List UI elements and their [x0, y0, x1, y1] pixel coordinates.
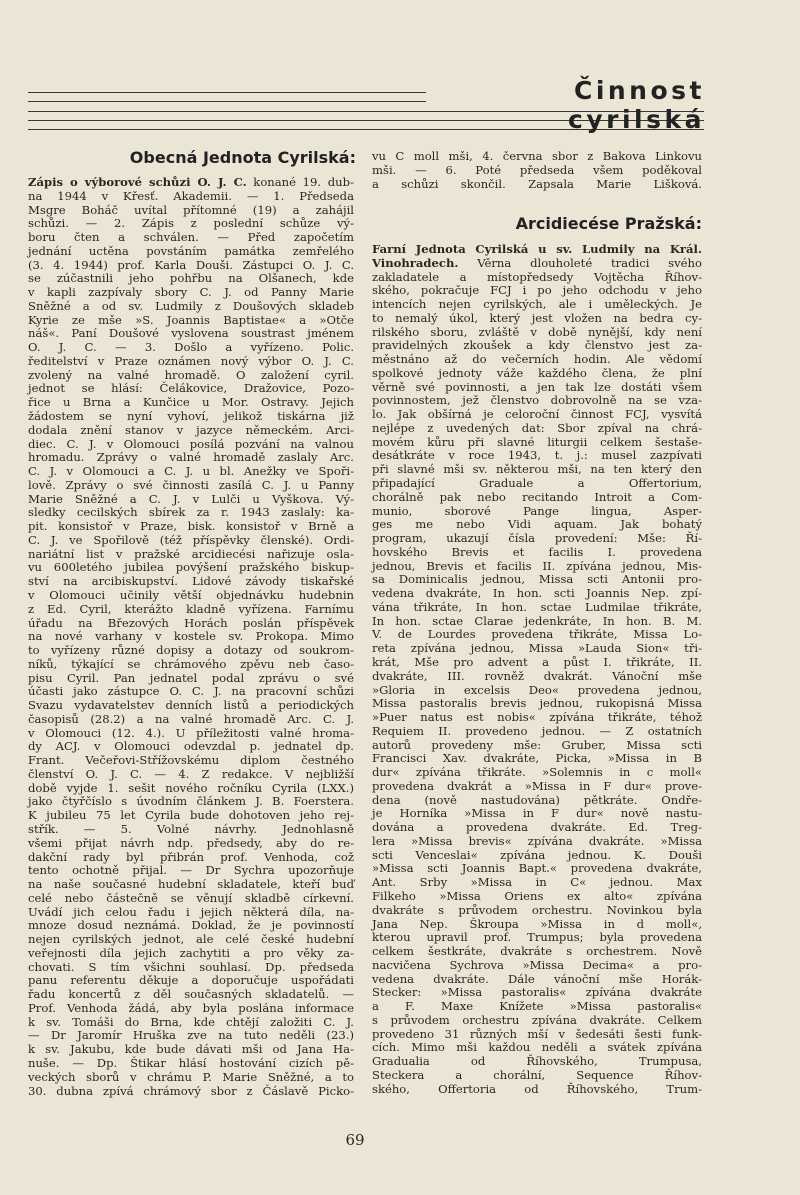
- text-line: [28, 768, 354, 782]
- line-text: době vyjde 1. sešit nového ročníku Cyrila (LXX.): [28, 780, 354, 795]
- line-text: na 1944 v Křesť. Akademii. — 1. Předseda: [28, 188, 354, 203]
- text-line: [28, 424, 354, 438]
- line-text: všemi přijat návrh ndp. předsedy, aby do re-: [28, 835, 354, 850]
- text-line: [28, 1085, 354, 1099]
- text-line: [28, 410, 354, 424]
- text-line: [372, 436, 702, 450]
- line-text: Prof. Venhoda žádá, aby byla poslána informace: [28, 1000, 354, 1015]
- line-text: mnoze dosud neznámá. Doklad, že je povinností: [28, 918, 354, 933]
- text-line: [28, 603, 354, 617]
- rule: [28, 92, 426, 93]
- text-line: [28, 286, 354, 300]
- text-line: [372, 587, 702, 601]
- text-line: [28, 190, 354, 204]
- text-line: [28, 341, 354, 355]
- bold-lead: Farní Jednota Cyrilská u sv. Ludmily na Král.: [372, 242, 702, 256]
- text-line: [372, 491, 702, 505]
- line-text: veřejnosti díla jejich zachytiti a pro věky za-: [28, 945, 354, 960]
- text-line: [28, 823, 354, 837]
- text-line: [372, 1014, 702, 1028]
- text-line: [28, 713, 354, 727]
- line-text: »Missa scti Joannis Bapt.« provedena dvakráte,: [372, 861, 702, 876]
- line-text: ředitelství v Praze oznámen nový výbor O. J. C.: [28, 353, 354, 368]
- line-text: K jubileu 75 let Cyrila bude dohotoven jeho rej-: [28, 808, 354, 823]
- line-text: ského, pokračuje FCJ i po jeho odchodu v jeho: [372, 283, 702, 298]
- line-text: Francisci Xav. dvakráte, Picka, »Missa in B: [372, 751, 702, 766]
- line-text: 30. dubna zpívá chrámový sbor z Čáslavě Picko-: [28, 1083, 354, 1098]
- text-line: [28, 520, 354, 534]
- text-line: [28, 217, 354, 231]
- line-text: munio, sborové Pange lingua, Asper-: [372, 503, 702, 518]
- line-text: C. J. ve Spořilově (též příspěvky členské). Ordi-: [28, 532, 354, 547]
- text-line: [372, 367, 702, 381]
- text-line: [372, 1000, 702, 1014]
- line-text: na nové varhany v kostele sv. Prokopa. Mimo: [28, 629, 354, 644]
- text-line: [372, 1069, 702, 1083]
- line-text: Frant. Večeřovi-Střížovskému diplom čestného: [28, 753, 354, 768]
- text-line: [372, 518, 702, 532]
- line-text: zvolený na valné hromadě. O založení cyril.: [28, 367, 354, 382]
- text-line: [372, 642, 702, 656]
- line-text: to nemalý úkol, který jest vložen na bedra cy-: [372, 310, 702, 325]
- line-text: C. J. v Olomouci a C. J. u bl. Anežky ve Spoři-: [28, 464, 354, 479]
- line-text: jednot se hlásí: Čelákovice, Dražovice, Pozo-: [28, 381, 354, 396]
- text-line: [28, 658, 354, 672]
- text-line: [372, 794, 702, 808]
- text-line: [28, 892, 354, 906]
- text-line: [28, 245, 354, 259]
- line-text: vu 600letého jubilea povýšení pražského biskup-: [28, 560, 354, 575]
- text-line: [28, 534, 354, 548]
- line-text: provedeno 31 různých mší v šedesáti šesti funk-: [372, 1026, 702, 1041]
- line-text: lo. Jak obšírná je celoroční činnost FCJ, vysvítá: [372, 407, 702, 422]
- line-text: cích. Mimo mši každou neděli a svátek zpívána: [372, 1040, 702, 1055]
- line-text: ského, Offertoria od Říhovského, Trum-: [372, 1081, 702, 1096]
- text-line: [372, 477, 702, 491]
- line-text: intencích nejen cyrilských, ale i uměleckých. Je: [372, 297, 702, 312]
- text-line: [372, 150, 702, 164]
- line-text: povinnostem, jež členstvo dobrovolně na se vza-: [372, 393, 702, 408]
- right-column: [372, 243, 702, 1096]
- line-text: pit. konsistoř v Praze, bisk. konsistoř v Brně a: [28, 519, 354, 534]
- section-title: Činnost cyrilská: [568, 76, 705, 134]
- text-line: [28, 438, 354, 452]
- line-text: v Olomouci (12. 4.). U příležitosti valné hroma-: [28, 725, 354, 740]
- line-text: diec. C. J. v Olomouci posílá pozvání na valnou: [28, 436, 354, 451]
- line-text: Kyrie ze mše »S. Joannis Baptistae« a »Otče: [28, 312, 354, 327]
- line-text: Gradualia od Říhovského, Trumpusa,: [372, 1054, 702, 1069]
- line-text: sledky cecilských sbírek za r. 1943 zaslaly: ka-: [28, 505, 354, 520]
- text-line: [28, 795, 354, 809]
- text-line: [372, 697, 702, 711]
- text-line: [28, 589, 354, 603]
- page-number: 69: [345, 1131, 365, 1149]
- line-text: In hon. sctae Clarae jedenkráte, In hon. B. M.: [372, 613, 702, 628]
- text-line: [372, 739, 702, 753]
- line-text: pisu Cyril. Pan jednatel podal zprávu o své: [28, 670, 354, 685]
- text-line: [372, 284, 702, 298]
- line-text: dena (nově nastudována) pětkráte. Ondře-: [372, 792, 702, 807]
- text-line: [28, 933, 354, 947]
- line-text: je Horníka »Missa in F dur« nově nastu-: [372, 806, 702, 821]
- text-line: [372, 532, 702, 546]
- text-line: [372, 573, 702, 587]
- line-text: lera »Missa brevis« zpívána dvakráte. »Missa: [372, 833, 702, 848]
- text-line: [28, 782, 354, 796]
- text-line: [372, 670, 702, 684]
- text-line: [372, 546, 702, 560]
- line-text: O. J. C. — 3. Došlo a vyřízeno. Polic.: [28, 340, 354, 355]
- text-line: [372, 394, 702, 408]
- line-text: z Ed. Cyril, kterážto kladně vyřízena. Farnímu: [28, 601, 354, 616]
- text-line: [28, 974, 354, 988]
- text-line: [28, 837, 354, 851]
- line-text: řice u Brna a Kunčice u Mor. Ostravy. Jejich: [28, 395, 354, 410]
- line-text: nacvičena Sychrova »Missa Decima« a pro-: [372, 957, 702, 972]
- text-line: [372, 381, 702, 395]
- text-line: [372, 835, 702, 849]
- line-text: lově. Zprávy o své činnosti zasílá C. J. u Panny: [28, 477, 354, 492]
- line-text: krát, Mše pro advent a půst I. třikráte, II.: [372, 654, 702, 669]
- text-line: [28, 851, 354, 865]
- line-text: program, ukazují čísla provedení: Mše: Ří-: [372, 531, 702, 546]
- text-line: [28, 548, 354, 562]
- line-text: Sněžné a od sv. Ludmily z Doušových skladeb: [28, 298, 354, 313]
- text-line: [372, 876, 702, 890]
- text-line: [28, 685, 354, 699]
- left-column: [28, 176, 354, 1098]
- line-text: a F. Maxe Knížete »Missa pastoralis«: [372, 999, 702, 1014]
- line-text: dur« zpívána třikráte. »Solemnis in c moll«: [372, 765, 702, 780]
- line-text: k sv. Tomáši do Brna, kde chtějí založiti C. J.: [28, 1014, 354, 1029]
- right-continuation: [372, 150, 702, 191]
- line-text: nuše. — Dp. Štikar hlásí hostování cizích pě-: [28, 1056, 354, 1070]
- line-text: připadající Graduale a Offertorium,: [372, 476, 702, 491]
- text-line: [372, 298, 702, 312]
- text-line: [372, 1028, 702, 1042]
- text-line: [28, 506, 354, 520]
- line-text: tento ochotně přijal. — Dr Sychra upozorňuje: [28, 863, 354, 878]
- text-line: [28, 1002, 354, 1016]
- text-line: [372, 243, 702, 257]
- line-text: dodala znění stanov v jazyce německém. Arci-: [28, 422, 354, 437]
- line-text: hromadu. Zprávy o valné hromadě zaslaly Arc.: [28, 450, 354, 465]
- text-line: [28, 878, 354, 892]
- line-text: dakční rady byl přibrán prof. Venhoda, což: [28, 849, 354, 864]
- text-line: [28, 396, 354, 410]
- line-text: Filkeho »Missa Oriens ex alto« zpívána: [372, 888, 702, 903]
- line-text: autorů provedeny mše: Gruber, Missa scti: [372, 737, 702, 752]
- text-line: [372, 1055, 702, 1069]
- line-text: chorálně pak nebo recitando Introit a Com-: [372, 489, 702, 504]
- line-text: desátkráte v roce 1943, t. j.: musel zazpívati: [372, 448, 702, 463]
- text-line: [28, 382, 354, 396]
- text-line: [372, 1041, 702, 1055]
- line-text: kterou upravil prof. Trumpus; byla provedena: [372, 930, 702, 945]
- line-text: provedena dvakrát a »Missa in F dur« prove-: [372, 778, 702, 793]
- line-text: dvakráte s průvodem orchestru. Novinkou byla: [372, 902, 702, 917]
- line-text: vána třikráte, In hon. sctae Ludmilae třikráte,: [372, 599, 702, 614]
- text-line: [28, 1057, 354, 1071]
- text-line: [372, 973, 702, 987]
- line-text: žádostem se nyní vyhoví, jelikož tiskárna již: [28, 409, 354, 424]
- text-line: [28, 575, 354, 589]
- text-line: [28, 1029, 354, 1043]
- text-line: [28, 809, 354, 823]
- line-text: Missa pastoralis brevis jednou, rukopisná Missa: [372, 696, 702, 711]
- text-line: [372, 601, 702, 615]
- line-text: Msgre Boháč uvítal přítomné (19) a zahájil: [28, 202, 354, 217]
- text-line: [372, 986, 702, 1000]
- line-text: Jana Nep. Škroupa »Missa in d moll«,: [372, 916, 702, 931]
- line-text: celé nebo částečně se věnují skladbě církevní.: [28, 890, 354, 905]
- text-line: [372, 684, 702, 698]
- text-line: [28, 617, 354, 631]
- line-text: časopisů (28.2) a na valné hromadě Arc. C. J.: [28, 711, 354, 726]
- text-line: [28, 630, 354, 644]
- right-heading: Arcidiecése Pražská:: [515, 214, 702, 233]
- text-line: [28, 1016, 354, 1030]
- text-line: [372, 821, 702, 835]
- text-line: [372, 628, 702, 642]
- text-line: [372, 422, 702, 436]
- text-line: [28, 919, 354, 933]
- text-line: [28, 479, 354, 493]
- text-line: [28, 355, 354, 369]
- line-text: Věrna dlouholeté tradici svého: [458, 255, 702, 270]
- line-text: jednou, Brevis et facilis II. zpívána jednou, Mis-: [372, 558, 702, 573]
- text-line: [372, 312, 702, 326]
- line-text: — Dr Jaromír Hruška zve na tuto neděli (23.): [28, 1028, 354, 1043]
- text-line: [372, 862, 702, 876]
- text-line: [372, 711, 702, 725]
- text-line: [372, 560, 702, 574]
- text-line: [28, 754, 354, 768]
- text-line: [28, 740, 354, 754]
- text-line: [28, 672, 354, 686]
- line-text: nejen cyrilských jednot, ale celé české hudební: [28, 932, 354, 947]
- line-text: vu C moll mši, 4. června sbor z Bakova Linkovu: [372, 149, 702, 163]
- line-text: zakladatele a místopředsedy Vojtěcha Říhov-: [372, 269, 702, 284]
- text-line: [28, 1043, 354, 1057]
- line-text: scti Venceslai« zpívána jednou. K. Douši: [372, 847, 702, 862]
- line-text: jednání uctěna povstáním památka zemřelého: [28, 243, 354, 258]
- line-text: konané 19. dub-: [246, 175, 354, 189]
- text-line: [372, 849, 702, 863]
- text-line: [372, 918, 702, 932]
- line-text: se zúčastnili jeho pohřbu na Olšanech, kde: [28, 271, 354, 286]
- line-text: ges me nebo Vidi aquam. Jak bohatý: [372, 517, 702, 532]
- text-line: [372, 164, 702, 178]
- text-line: [28, 259, 354, 273]
- text-line: [28, 947, 354, 961]
- text-line: [28, 204, 354, 218]
- text-line: [28, 699, 354, 713]
- line-text: nejlépe z uvedených dat: Sbor zpíval na chrá-: [372, 420, 702, 435]
- line-text: účasti jako zástupce O. C. J. na pracovní schůzi: [28, 684, 354, 699]
- line-text: boru čten a schválen. — Před započetím: [28, 230, 354, 245]
- text-line: [28, 864, 354, 878]
- line-text: movém kůru při slavné liturgii celkem šestaše-: [372, 434, 702, 449]
- line-text: vedena dvakráte, In hon. scti Joannis Nep. zpí-: [372, 586, 702, 601]
- text-line: [28, 465, 354, 479]
- line-text: dována a provedena dvakráte. Ed. Treg-: [372, 820, 702, 835]
- line-text: členství O. J. C. — 4. Z redakce. V nejbližší: [28, 766, 354, 781]
- line-text: celkem šestkráte, dvakráte s orchestrem. Nově: [372, 944, 702, 959]
- rule: [28, 101, 426, 102]
- text-line: [28, 906, 354, 920]
- line-text: pravidelných zkoušek a kdy členstvo jest za-: [372, 338, 702, 353]
- text-line: [372, 257, 702, 271]
- text-line: [372, 178, 702, 192]
- left-heading: Obecná Jednota Cyrilská:: [129, 148, 356, 167]
- text-line: [372, 725, 702, 739]
- text-line: [372, 931, 702, 945]
- line-text: městnáno až do večerních hodin. Ale vědomí: [372, 352, 702, 367]
- text-line: [28, 300, 354, 314]
- text-line: [372, 890, 702, 904]
- line-text: Uvádí jich celou řadu i jejich některá díla, na-: [28, 904, 354, 919]
- text-line: [372, 807, 702, 821]
- line-text: to vyřízeny různé dopisy a dotazy od soukrom-: [28, 643, 354, 658]
- text-line: [28, 176, 354, 190]
- line-text: Requiem II. provedeno jednou. — Z ostatních: [372, 723, 702, 738]
- text-line: [372, 463, 702, 477]
- text-line: [372, 449, 702, 463]
- text-line: [372, 904, 702, 918]
- line-text: Marie Sněžné a C. J. v Lulči u Vyškova. Vý-: [28, 491, 354, 506]
- line-text: vedena dvakráte. Dále vánoční mše Horák-: [372, 971, 702, 986]
- line-text: úřadu na Březových Horách poslán příspěvek: [28, 615, 354, 630]
- text-line: [372, 1083, 702, 1097]
- line-text: níků, týkající se chrámového zpěvu neb časo-: [28, 656, 354, 671]
- text-line: [372, 353, 702, 367]
- text-line: [28, 988, 354, 1002]
- line-text: rilského sboru, zvláště v době nynější, kdy není: [372, 324, 702, 339]
- line-text: řadu koncertů z děl současných skladatelů. —: [28, 987, 354, 1002]
- line-text: dvakráte, III. rovněž dvakrát. Vánoční mše: [372, 668, 702, 683]
- text-line: [28, 231, 354, 245]
- line-text: k sv. Jakubu, kde bude dávati mši od Jana Ha-: [28, 1042, 354, 1057]
- line-text: náš«. Paní Doušové vyslovena soustrast jménem: [28, 326, 354, 341]
- text-line: [372, 408, 702, 422]
- line-text: veckých sborů v chrámu P. Marie Sněžné, a to: [28, 1069, 354, 1084]
- line-text: (3. 4. 1944) prof. Karla Douši. Zástupci O. J. C.: [28, 257, 354, 272]
- text-line: [372, 945, 702, 959]
- text-line: [372, 271, 702, 285]
- bold-lead: Vinohradech.: [372, 255, 459, 270]
- text-line: [372, 752, 702, 766]
- text-line: [28, 1071, 354, 1085]
- text-line: [372, 780, 702, 794]
- line-text: jako čtyřčíslo s úvodním článkem J. B. Foerstera.: [28, 794, 354, 809]
- text-line: [28, 727, 354, 741]
- text-line: [28, 493, 354, 507]
- line-text: střík. — 5. Volné návrhy. Jednohlasně: [28, 821, 354, 836]
- text-line: [372, 656, 702, 670]
- text-line: [28, 561, 354, 575]
- text-line: [28, 961, 354, 975]
- text-line: [28, 369, 354, 383]
- bold-lead: Zápis o výborové schůzi O. J. C.: [28, 175, 247, 189]
- line-text: hovského Brevis et facilis I. provedena: [372, 544, 702, 559]
- line-text: »Puer natus est nobis« zpívána třikráte, téhož: [372, 710, 702, 725]
- line-text: panu referentu děkuje a doporučuje uspořádati: [28, 973, 354, 988]
- line-text: chovati. S tím všichni souhlasí. Dp. předseda: [28, 959, 354, 974]
- text-line: [372, 766, 702, 780]
- line-text: věrně své povinnosti, a jen tak lze dostáti všem: [372, 379, 702, 394]
- text-line: [372, 326, 702, 340]
- line-text: s průvodem orchestru zpívána dvakráte. Celkem: [372, 1012, 702, 1027]
- text-line: [28, 451, 354, 465]
- line-text: ství na arcibiskupství. Lidové závody tiskařské: [28, 574, 354, 589]
- line-text: dy ACJ. v Olomouci odevzdal p. jednatel dp.: [28, 739, 354, 754]
- line-text: nariátní list v pražské arcidiecési nařizuje osla-: [28, 546, 354, 561]
- text-line: [372, 505, 702, 519]
- line-text: na naše současné hudební skladatele, kteří buď: [28, 877, 354, 892]
- text-line: [28, 314, 354, 328]
- line-text: spolkové jednoty váže každého člena, že plní: [372, 365, 702, 380]
- text-line: [28, 644, 354, 658]
- text-line: [372, 339, 702, 353]
- line-text: Svazu vydavatelstev denních listů a periodických: [28, 698, 354, 713]
- text-line: [372, 615, 702, 629]
- line-text: »Gloria in excelsis Deo« provedena jednou,: [372, 682, 702, 697]
- text-line: [372, 959, 702, 973]
- line-text: V. de Lourdes provedena třikráte, Missa Lo-: [372, 627, 702, 642]
- line-text: při slavné mši sv. některou mši, na ten který den: [372, 462, 702, 477]
- text-line: [28, 272, 354, 286]
- line-text: sa Dominicalis jednou, Missa scti Antonii pro-: [372, 572, 702, 587]
- line-text: Ant. Srby »Missa in C« jednou. Max: [372, 875, 702, 890]
- line-text: reta zpívána jednou, Missa »Lauda Sion« tři-: [372, 641, 702, 656]
- line-text: Steckera a chorální, Sequence Říhov-: [372, 1067, 702, 1082]
- line-text: Stecker: »Missa pastoralis« zpívána dvakráte: [372, 985, 702, 1000]
- line-text: v Olomouci učinily větší objednávku hudebnin: [28, 587, 354, 602]
- text-line: [28, 327, 354, 341]
- line-text: mši. — 6. Poté předseda všem poděkoval: [372, 162, 702, 177]
- line-text: v kapli zazpívaly sbory C. J. od Panny Marie: [28, 285, 354, 300]
- line-text: schůzi. — 2. Zápis z poslední schůze vý-: [28, 216, 354, 231]
- line-text: a schůzi skončil. Zapsala Marie Lišková.: [372, 176, 702, 191]
